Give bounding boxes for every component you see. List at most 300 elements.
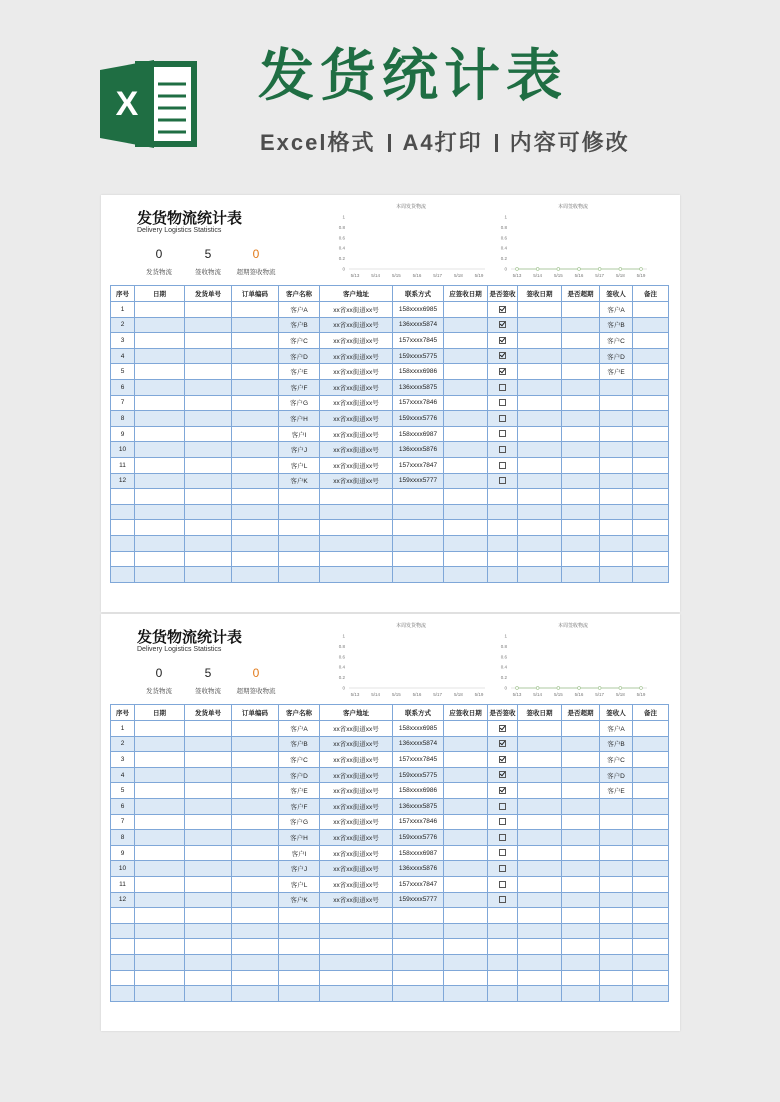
table-cell: 客户C [600, 752, 633, 768]
table-cell [135, 721, 185, 737]
table-cell: 6 [111, 798, 135, 814]
table-cell: 客户D [600, 348, 633, 364]
table-cell: 9 [111, 426, 135, 442]
table-cell [232, 442, 279, 458]
table-cell [135, 986, 185, 1002]
table-cell [488, 721, 518, 737]
table-cell [135, 489, 185, 505]
unchecked-checkbox-icon[interactable] [499, 865, 506, 872]
table-cell [633, 489, 669, 505]
table-cell [488, 939, 518, 955]
table-row [111, 348, 669, 364]
table-cell [562, 379, 600, 395]
column-header: 是否签收 [488, 705, 518, 721]
table-cell [488, 798, 518, 814]
table-cell [518, 395, 562, 411]
table-cell [232, 395, 279, 411]
table-cell [232, 504, 279, 520]
unchecked-checkbox-icon[interactable] [499, 384, 506, 391]
separator [495, 134, 498, 152]
table-cell [185, 767, 232, 783]
table-row [111, 736, 669, 752]
table-cell [633, 426, 669, 442]
table-row [111, 379, 669, 395]
checked-checkbox-icon[interactable] [499, 756, 506, 763]
table-cell: 11 [111, 876, 135, 892]
table-cell [562, 954, 600, 970]
table-cell [562, 489, 600, 505]
table-cell [488, 830, 518, 846]
table-cell: xx省xx街道xx号 [320, 721, 393, 737]
table-cell [562, 473, 600, 489]
table-cell: 客户A [279, 721, 320, 737]
table-cell: xx省xx街道xx号 [320, 814, 393, 830]
y-tick-label: 1 [342, 214, 345, 220]
column-header: 序号 [111, 705, 135, 721]
table-cell [135, 364, 185, 380]
checked-checkbox-icon[interactable] [499, 725, 506, 732]
table-cell [232, 567, 279, 583]
table-cell [135, 520, 185, 536]
table-cell: xx省xx街道xx号 [320, 426, 393, 442]
table-cell: 客户A [600, 302, 633, 318]
table-cell [135, 473, 185, 489]
table-cell [600, 970, 633, 986]
table-cell: xx省xx街道xx号 [320, 411, 393, 427]
table-cell: xx省xx街道xx号 [320, 798, 393, 814]
table-cell [600, 504, 633, 520]
stat-value: 0 [155, 666, 163, 680]
table-cell [488, 317, 518, 333]
table-cell [488, 442, 518, 458]
unchecked-checkbox-icon[interactable] [499, 399, 506, 406]
table-cell [600, 473, 633, 489]
table-cell: 7 [111, 814, 135, 830]
table-cell [518, 364, 562, 380]
x-tick-label: 5/17 [433, 692, 443, 697]
table-cell [633, 411, 669, 427]
table-cell: 客户H [279, 830, 320, 846]
table-cell [111, 535, 135, 551]
table-cell [135, 954, 185, 970]
table-cell [518, 379, 562, 395]
table-cell [320, 535, 393, 551]
table-cell: 4 [111, 767, 135, 783]
table-cell [279, 923, 320, 939]
data-point [516, 268, 519, 271]
column-header: 应签收日期 [444, 705, 488, 721]
x-tick-label: 5/15 [391, 692, 401, 697]
data-point [619, 687, 622, 690]
column-header: 签收人 [600, 705, 633, 721]
checked-checkbox-icon[interactable] [499, 321, 506, 328]
unchecked-checkbox-icon[interactable] [499, 834, 506, 841]
table-cell [185, 442, 232, 458]
table-cell [444, 379, 488, 395]
table-cell [444, 767, 488, 783]
table-cell [232, 302, 279, 318]
table-cell [600, 442, 633, 458]
table-cell [633, 379, 669, 395]
table-cell [444, 721, 488, 737]
column-header: 签收日期 [518, 286, 562, 302]
table-cell [518, 830, 562, 846]
table-cell: 157xxxx7845 [393, 752, 444, 768]
table-cell [393, 535, 444, 551]
table-cell [185, 908, 232, 924]
table-cell [488, 379, 518, 395]
table-cell [518, 426, 562, 442]
table-cell [393, 489, 444, 505]
table-cell [393, 520, 444, 536]
table-cell [320, 908, 393, 924]
table-cell: 5 [111, 364, 135, 380]
table-cell [488, 551, 518, 567]
table-cell: 客户J [279, 442, 320, 458]
table-cell: 157xxxx7847 [393, 876, 444, 892]
column-header: 是否超期 [562, 286, 600, 302]
checked-checkbox-icon[interactable] [499, 306, 506, 313]
table-cell: xx省xx街道xx号 [320, 317, 393, 333]
table-cell [185, 426, 232, 442]
table-row [111, 302, 669, 318]
table-cell [185, 721, 232, 737]
y-tick-label: 0.6 [500, 654, 507, 660]
checked-checkbox-icon[interactable] [499, 368, 506, 375]
checked-checkbox-icon[interactable] [499, 771, 506, 778]
line-chart [493, 622, 653, 700]
table-cell [393, 551, 444, 567]
unchecked-checkbox-icon[interactable] [499, 430, 506, 437]
table-cell [488, 504, 518, 520]
chart-weekly-shipped [331, 203, 491, 281]
column-header: 客户名称 [279, 286, 320, 302]
table-cell: 客户E [279, 364, 320, 380]
table-cell [633, 736, 669, 752]
table-cell [320, 489, 393, 505]
data-point [598, 687, 601, 690]
table-cell [135, 752, 185, 768]
column-header: 备注 [633, 286, 669, 302]
column-header: 订单编码 [232, 286, 279, 302]
table-cell [320, 970, 393, 986]
table-cell [111, 567, 135, 583]
table-row [111, 923, 669, 939]
table-cell [562, 567, 600, 583]
x-tick-label: 5/19 [636, 273, 646, 278]
stat-value: 0 [252, 666, 260, 680]
table-cell [562, 457, 600, 473]
x-tick-label: 5/17 [595, 692, 605, 697]
table-cell [444, 923, 488, 939]
y-tick-label: 0.8 [338, 643, 345, 649]
sheet-preview-2 [101, 614, 680, 1031]
table-cell: xx省xx街道xx号 [320, 473, 393, 489]
table-cell: 136xxxx5874 [393, 736, 444, 752]
table-cell [111, 986, 135, 1002]
table-cell [518, 302, 562, 318]
table-cell: 客户J [279, 861, 320, 877]
table-cell [185, 348, 232, 364]
table-cell [444, 395, 488, 411]
table-cell: 客户C [600, 333, 633, 349]
table-cell [135, 798, 185, 814]
table-cell [488, 876, 518, 892]
table-cell [135, 845, 185, 861]
data-point [557, 268, 560, 271]
table-cell [633, 861, 669, 877]
table-cell [444, 473, 488, 489]
table-cell [562, 783, 600, 799]
table-cell [562, 348, 600, 364]
table-row [111, 442, 669, 458]
table-cell [600, 535, 633, 551]
table-cell [633, 551, 669, 567]
table-cell [185, 892, 232, 908]
table-cell [444, 892, 488, 908]
logistics-table [110, 704, 669, 1002]
table-cell [600, 551, 633, 567]
y-tick-label: 0.2 [338, 675, 345, 681]
table-cell [135, 426, 185, 442]
table-cell [444, 783, 488, 799]
table-cell [393, 908, 444, 924]
table-cell [518, 348, 562, 364]
x-tick-label: 5/18 [453, 273, 463, 278]
table-cell [600, 908, 633, 924]
data-point [578, 268, 581, 271]
table-cell: 客户E [600, 783, 633, 799]
table-cell [135, 317, 185, 333]
table-cell [488, 333, 518, 349]
unchecked-checkbox-icon[interactable] [499, 849, 506, 856]
table-row [111, 861, 669, 877]
table-cell [279, 504, 320, 520]
y-tick-label: 0.6 [500, 235, 507, 241]
table-cell [600, 830, 633, 846]
table-cell [488, 348, 518, 364]
table-cell: 客户K [279, 892, 320, 908]
column-header: 日期 [135, 286, 185, 302]
table-cell [488, 473, 518, 489]
table-row [111, 798, 669, 814]
table-cell [232, 752, 279, 768]
table-cell [562, 814, 600, 830]
unchecked-checkbox-icon[interactable] [499, 477, 506, 484]
table-cell [488, 954, 518, 970]
table-row [111, 892, 669, 908]
table-cell [444, 489, 488, 505]
table-cell [232, 923, 279, 939]
table-cell [633, 395, 669, 411]
table-cell [185, 783, 232, 799]
table-cell [633, 348, 669, 364]
table-cell [518, 736, 562, 752]
table-cell [518, 986, 562, 1002]
table-cell [279, 489, 320, 505]
table-cell [444, 302, 488, 318]
table-cell [444, 970, 488, 986]
table-cell [185, 364, 232, 380]
column-header: 是否签收 [488, 286, 518, 302]
table-cell [279, 954, 320, 970]
table-cell [444, 752, 488, 768]
table-cell [488, 970, 518, 986]
table-cell [488, 892, 518, 908]
table-row [111, 939, 669, 955]
table-cell [232, 333, 279, 349]
stat-label: 超期签收物流 [236, 688, 276, 695]
x-tick-label: 5/13 [350, 273, 360, 278]
table-cell [185, 752, 232, 768]
checked-checkbox-icon[interactable] [499, 337, 506, 344]
table-cell: 8 [111, 411, 135, 427]
table-cell [185, 861, 232, 877]
table-cell [600, 520, 633, 536]
x-tick-label: 5/13 [512, 273, 522, 278]
column-header: 是否超期 [562, 705, 600, 721]
table-cell [232, 939, 279, 955]
table-row [111, 426, 669, 442]
table-cell [518, 814, 562, 830]
table-cell: 客户C [279, 752, 320, 768]
sheet-subtitle: Delivery Logistics Statistics [137, 227, 222, 234]
table-cell [488, 923, 518, 939]
table-cell [185, 317, 232, 333]
y-tick-label: 0.6 [338, 654, 345, 660]
x-tick-label: 5/14 [371, 692, 381, 697]
x-tick-label: 5/15 [553, 692, 563, 697]
table-cell [600, 489, 633, 505]
table-cell: 客户E [279, 783, 320, 799]
table-cell [518, 939, 562, 955]
table-cell [633, 567, 669, 583]
table-cell [232, 954, 279, 970]
column-header: 联系方式 [393, 286, 444, 302]
data-point [619, 268, 622, 271]
table-cell [444, 830, 488, 846]
y-tick-label: 0.4 [338, 245, 345, 251]
stat-overdue [231, 247, 281, 276]
table-cell [600, 395, 633, 411]
x-tick-label: 5/19 [474, 273, 484, 278]
unchecked-checkbox-icon[interactable] [499, 803, 506, 810]
table-cell [232, 876, 279, 892]
table-cell [562, 876, 600, 892]
table-cell [111, 954, 135, 970]
table-cell: xx省xx街道xx号 [320, 333, 393, 349]
table-cell [633, 752, 669, 768]
table-cell: xx省xx街道xx号 [320, 395, 393, 411]
x-tick-label: 5/14 [371, 273, 381, 278]
table-cell [135, 970, 185, 986]
unchecked-checkbox-icon[interactable] [499, 415, 506, 422]
table-cell [320, 986, 393, 1002]
column-header: 联系方式 [393, 705, 444, 721]
table-cell [135, 442, 185, 458]
table-cell [320, 939, 393, 955]
x-tick-label: 5/19 [636, 692, 646, 697]
table-cell: xx省xx街道xx号 [320, 364, 393, 380]
table-cell [444, 986, 488, 1002]
table-cell [111, 504, 135, 520]
table-cell [320, 954, 393, 970]
sheet-subtitle: Delivery Logistics Statistics [137, 646, 222, 653]
table-cell [185, 473, 232, 489]
table-cell [279, 908, 320, 924]
unchecked-checkbox-icon[interactable] [499, 896, 506, 903]
table-row [111, 908, 669, 924]
chart-title: 本周签收物流 [557, 204, 588, 210]
y-tick-label: 0 [342, 685, 345, 691]
table-cell [518, 767, 562, 783]
table-cell [488, 783, 518, 799]
x-tick-label: 5/16 [574, 692, 584, 697]
table-cell [600, 876, 633, 892]
checked-checkbox-icon[interactable] [499, 740, 506, 747]
table-cell [444, 348, 488, 364]
line-chart [331, 622, 491, 700]
unchecked-checkbox-icon[interactable] [499, 818, 506, 825]
unchecked-checkbox-icon[interactable] [499, 446, 506, 453]
table-cell [600, 457, 633, 473]
table-cell [562, 861, 600, 877]
table-cell [393, 986, 444, 1002]
table-cell [633, 986, 669, 1002]
table-cell [562, 395, 600, 411]
y-tick-label: 1 [504, 633, 507, 639]
table-row [111, 333, 669, 349]
table-cell [633, 814, 669, 830]
table-cell [185, 333, 232, 349]
table-cell [518, 535, 562, 551]
stat-label: 超期签收物流 [236, 269, 276, 276]
table-cell [185, 395, 232, 411]
table-cell: 158xxxx6986 [393, 783, 444, 799]
unchecked-checkbox-icon[interactable] [499, 462, 506, 469]
stat-label: 签收物流 [195, 269, 221, 276]
page-title: 发货统计表 [258, 44, 568, 107]
table-cell [185, 551, 232, 567]
y-tick-label: 1 [342, 633, 345, 639]
table-cell [444, 861, 488, 877]
table-cell [135, 861, 185, 877]
table-cell [232, 411, 279, 427]
table-cell [633, 923, 669, 939]
table-cell [518, 567, 562, 583]
y-tick-label: 0.8 [500, 643, 507, 649]
table-cell [518, 752, 562, 768]
table-cell [518, 954, 562, 970]
table-cell [518, 520, 562, 536]
table-cell: 157xxxx7847 [393, 457, 444, 473]
table-cell: 客户D [600, 767, 633, 783]
checked-checkbox-icon[interactable] [499, 352, 506, 359]
table-cell [232, 317, 279, 333]
table-cell [562, 442, 600, 458]
table-cell [488, 861, 518, 877]
table-cell [562, 845, 600, 861]
table-cell [633, 939, 669, 955]
table-cell [600, 411, 633, 427]
table-cell [444, 814, 488, 830]
table-cell [600, 892, 633, 908]
checked-checkbox-icon[interactable] [499, 787, 506, 794]
table-cell [633, 535, 669, 551]
unchecked-checkbox-icon[interactable] [499, 881, 506, 888]
table-cell [633, 302, 669, 318]
table-cell [488, 395, 518, 411]
